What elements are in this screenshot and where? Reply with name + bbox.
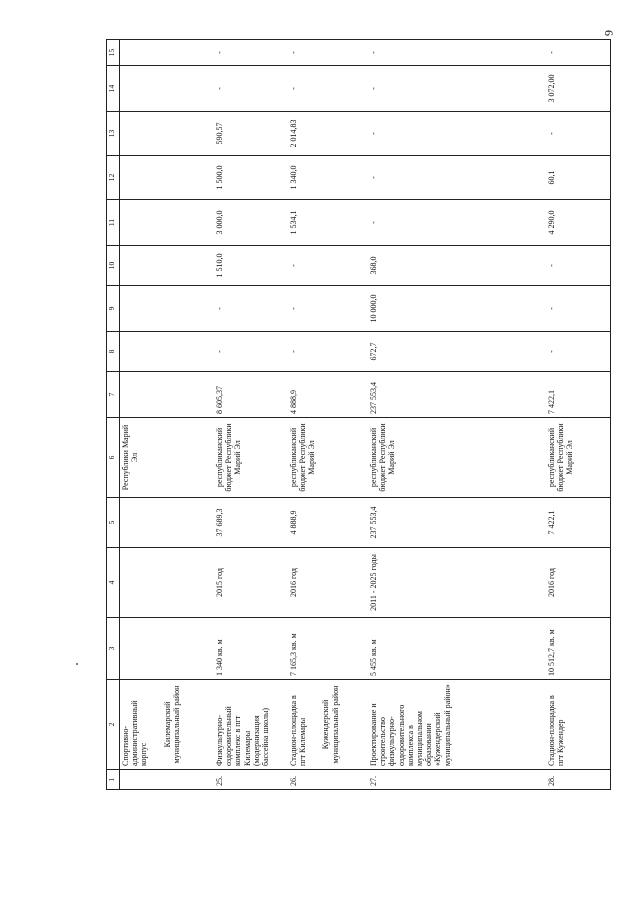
value-cell: 237 553,4 [368,372,546,418]
period-cell: 2015 год [214,548,288,618]
funding-source: Республики Марий Эл [120,418,215,498]
total-cost-cell: 37 689,3 [214,498,288,548]
object-name-cell [120,680,215,770]
value-cell: - [288,246,368,286]
value-cell: - [288,66,368,112]
value-cell: 590,57 [214,112,288,156]
row-number: 27. [368,770,546,790]
object-name: Проектирование и строительство физкультурно-оздоровительного комплекса в муниципальном образовании «Кужендерский муниципальный район» [368,680,546,770]
table-row-continuation [120,40,215,790]
capacity-cell: 1 340 кв. м [214,618,288,680]
value-cell: 1 340,0 [288,156,368,200]
value-cell: 1 510,0 [214,246,288,286]
rotated-table-container [106,40,626,790]
capacity-cell: 5 455 кв. м [368,618,546,680]
col-header-9: 9 [107,286,120,332]
period-cell: 2016 год [546,548,611,618]
value-cell: - [214,332,288,372]
funding-source: республиканский бюджет Республики Марий Эл [546,418,611,498]
value-cell: 1 500,0 [214,156,288,200]
value-cell: - [368,156,546,200]
value-cell: - [546,286,611,332]
value-cell: - [368,40,546,66]
table-header-row [107,40,120,790]
col-header-13: 13 [107,112,120,156]
total-cost-cell: 7 422,1 [546,498,611,548]
object-name-cell [288,680,368,770]
value-cell: 8 605,37 [214,372,288,418]
col-header-6: 6 [107,418,120,498]
col-header-1: 1 [107,770,120,790]
col-header-10: 10 [107,246,120,286]
value-cell: - [214,40,288,66]
table-row [288,40,368,790]
funding-source: республиканский бюджет Республики Марий Эл [214,418,288,498]
district-name: Килемарский муниципальный район [162,685,181,764]
value-cell: - [368,200,546,246]
value-cell: 4 888,9 [288,372,368,418]
value-cell: - [368,66,546,112]
row-number: 25. [214,770,288,790]
period-cell: 2016 год [288,548,368,618]
value-cell: 672,7 [368,332,546,372]
col-header-12: 12 [107,156,120,200]
capacity-cell: 10 512,7 кв. м [546,618,611,680]
total-cost-cell: 4 888,9 [288,498,368,548]
value-cell: 3 000,0 [214,200,288,246]
value-cell: - [214,286,288,332]
table-row [368,40,546,790]
object-name: Физкультурно-оздоровительный комплекс в пгт Килемары (модернизация бассейна школы) [214,680,288,770]
page-number: 6 [602,30,616,36]
value-cell: - [288,332,368,372]
object-name: Стадион-площадка в пгт Кужендер [546,680,611,770]
data-table [106,39,611,790]
table-row [546,40,611,790]
value-cell: 3 072,00 [546,66,611,112]
object-name: Спортивно-административный корпус [121,700,149,766]
value-cell: 60,1 [546,156,611,200]
value-cell: 368,0 [368,246,546,286]
col-header-14: 14 [107,66,120,112]
period-cell: 2011 - 2025 годы [368,548,546,618]
value-cell: - [546,112,611,156]
value-cell: 7 422,1 [546,372,611,418]
col-header-7: 7 [107,372,120,418]
value-cell: - [546,332,611,372]
value-cell: - [546,246,611,286]
value-cell: - [368,112,546,156]
value-cell: - [214,66,288,112]
value-cell: 2 014,83 [288,112,368,156]
funding-source: республиканский бюджет Республики Марий Эл [288,418,368,498]
object-name: Стадион-площадка в пгт Килемары [289,695,308,766]
value-cell: 4 290,0 [546,200,611,246]
total-cost-cell: 237 553,4 [368,498,546,548]
col-header-2: 2 [107,680,120,770]
col-header-5: 5 [107,498,120,548]
funding-source: республиканский бюджет Республики Марий Эл [368,418,546,498]
col-header-8: 8 [107,332,120,372]
col-header-11: 11 [107,200,120,246]
table-row [214,40,288,790]
value-cell: - [546,40,611,66]
value-cell: - [288,40,368,66]
scan-speck [76,663,78,665]
value-cell: 1 534,1 [288,200,368,246]
value-cell: 10 000,0 [368,286,546,332]
district-name: Кужендерский муниципальный район [321,685,340,764]
capacity-cell: 7 165,3 кв. м [288,618,368,680]
row-number: 28. [546,770,611,790]
value-cell: - [288,286,368,332]
col-header-4: 4 [107,548,120,618]
row-number: 26. [288,770,368,790]
col-header-3: 3 [107,618,120,680]
col-header-15: 15 [107,40,120,66]
